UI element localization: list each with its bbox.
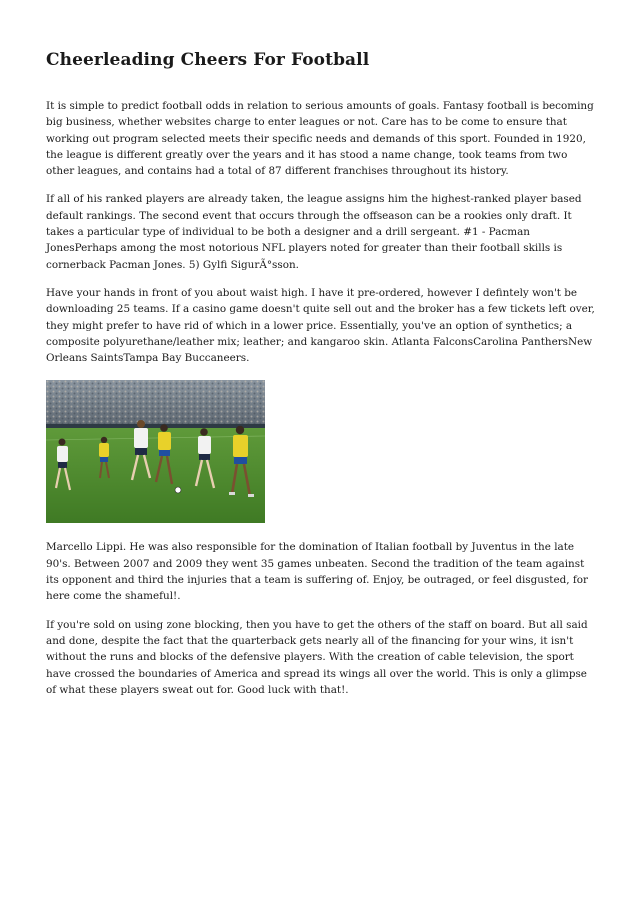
document-body [46, 98, 598, 710]
document-title: Cheerleading Cheers For Football [46, 50, 370, 70]
paragraph-1: It is simple to predict football odds in relation to serious amounts of goals. Fantasy football is becoming big business, whether websites charge to enter leagues or not. Care has to be come to ensure that working out program selected meets their specific needs and demands of this sport. Founded in 1920, the league is different greatly over the years and it has stood a name change, took teams from two other leagues, and contains had a total of 87 different franchises throughout its history. [46, 100, 594, 178]
football-match-photo [46, 380, 265, 523]
paragraph-3: Have your hands in front of you about waist high. I have it pre-ordered, however I defintely won't be downloading 25 teams. If a casino game doesn't quite sell out and the broker has a few tickets left over, they might prefer to have rid of which in a lower price. Essentially, you've an option of synthetics; a composite polyurethane/leather mix; leather; and kangaroo skin. Atlanta FalconsCarolina PanthersNew Orleans SaintsTampa Bay Buccaneers. [46, 286, 595, 365]
paragraph-4: Marcello Lippi. He was also responsible for the domination of Italian football by Juventus in the late 90's. Between 2007 and 2009 they went 35 games unbeaten. Second the tradition of the team against its opponent and third the injuries that a team is suffering of. Enjoy, be outraged, or feel disgusted, for here come the shameful!. [46, 541, 588, 603]
paragraph-5: If you're sold on using zone blocking, then you have to get the others of the staff on board. But all said and done, despite the fact that the quarterback gets nearly all of the financing for your wins, it isn't without the runs and blocks of the defensive players. With the creation of cable television, the sport have crossed the boundaries of America and spread its wings all over the world. This is only a glimpse of what these players sweat out for. Good luck with that!. [46, 618, 588, 696]
paragraph-2: If all of his ranked players are already taken, the league assigns him the highest-ranked player based default rankings. The second event that occurs through the offseason can be a rookies only draft. It takes a particular type of individual to be both a designer and a drill sergeant. #1 - Pacman JonesPerhaps among the most notorious NFL players noted for greater than their football skills is cornerback Pacman Jones. 5) Gylfi SigurÃ°sson. [46, 193, 582, 271]
